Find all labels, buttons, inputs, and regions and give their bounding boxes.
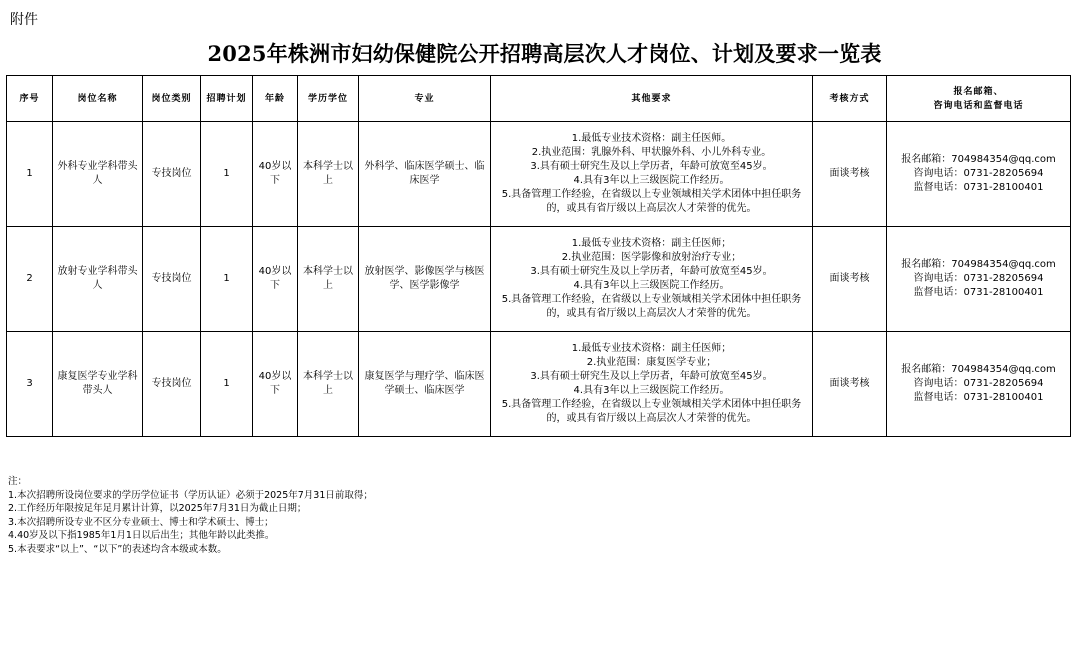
col-header-major: 专业 xyxy=(359,76,491,122)
cell-education: 本科学士以上 xyxy=(298,332,359,437)
cell-age: 40岁以下 xyxy=(253,227,298,332)
cell-requirements xyxy=(491,227,813,332)
note-item: 2.工作经历年限按足年足月累计计算，以2025年7月31日为截止日期； xyxy=(8,503,307,515)
cell-no: 1 xyxy=(7,122,53,227)
requirement-item: 5.具备管理工作经验，在省级以上专业领域相关学术团体中担任职务的，或具有省厅级以上高层次人才荣誉的优先。 xyxy=(501,189,802,214)
requirement-item: 1.最低专业技术资格：副主任医师； xyxy=(571,238,732,249)
cell-education: 本科学士以上 xyxy=(298,122,359,227)
requirement-item: 2.执业范围：乳腺外科、甲状腺外科、小儿外科专业。 xyxy=(531,147,772,158)
requirement-item: 2.执业范围：康复医学专业； xyxy=(586,357,717,368)
cell-category: 专技岗位 xyxy=(143,227,201,332)
cell-contact xyxy=(887,227,1071,332)
contact-email: 报名邮箱：704984354@qq.com xyxy=(901,154,1056,165)
cell-contact xyxy=(887,332,1071,437)
contact-phone: 咨询电话：0731-28205694 xyxy=(913,273,1044,284)
cell-plan: 1 xyxy=(201,227,253,332)
requirement-item: 4.具有3年以上三级医院工作经历。 xyxy=(573,385,730,396)
col-header-plan: 招聘计划 xyxy=(201,76,253,122)
notes-section xyxy=(8,475,373,557)
cell-contact xyxy=(887,122,1071,227)
note-item: 1.本次招聘所设岗位要求的学历学位证书（学历认证）必须于2025年7月31日前取得； xyxy=(8,489,373,501)
table-row xyxy=(7,227,1071,332)
cell-assessment: 面谈考核 xyxy=(813,122,887,227)
col-header-position: 岗位名称 xyxy=(53,76,143,122)
cell-position: 放射专业学科带头人 xyxy=(53,227,143,332)
note-item: 5.本表要求“以上”、“以下”的表述均含本级或本数。 xyxy=(8,543,227,555)
cell-plan: 1 xyxy=(201,332,253,437)
cell-major: 放射医学、影像医学与核医学、医学影像学 xyxy=(359,227,491,332)
requirement-item: 3.具有硕士研究生及以上学历者，年龄可放宽至45岁。 xyxy=(530,161,773,172)
requirement-item: 4.具有3年以上三级医院工作经历。 xyxy=(573,280,730,291)
cell-requirements xyxy=(491,122,813,227)
cell-education: 本科学士以上 xyxy=(298,227,359,332)
requirement-item: 1.最低专业技术资格：副主任医师； xyxy=(571,343,732,354)
cell-requirements xyxy=(491,332,813,437)
cell-assessment: 面谈考核 xyxy=(813,227,887,332)
requirement-item: 4.具有3年以上三级医院工作经历。 xyxy=(573,175,730,186)
supervision-phone: 监督电话：0731-28100401 xyxy=(913,287,1044,298)
table-row xyxy=(7,332,1071,437)
col-header-education: 学历学位 xyxy=(298,76,359,122)
cell-category: 专技岗位 xyxy=(143,122,201,227)
requirement-item: 1.最低专业技术资格：副主任医师。 xyxy=(571,133,732,144)
supervision-phone: 监督电话：0731-28100401 xyxy=(913,392,1044,403)
note-item: 3.本次招聘所设专业不区分专业硕士、博士和学术硕士、博士； xyxy=(8,516,274,528)
col-header-contact xyxy=(887,76,1071,122)
cell-no: 2 xyxy=(7,227,53,332)
contact-email: 报名邮箱：704984354@qq.com xyxy=(901,364,1056,375)
requirement-item: 5.具备管理工作经验，在省级以上专业领域相关学术团体中担任职务的，或具有省厅级以上高层次人才荣誉的优先。 xyxy=(501,294,802,319)
contact-phone: 咨询电话：0731-28205694 xyxy=(913,168,1044,179)
cell-plan: 1 xyxy=(201,122,253,227)
col-header-contact-line: 咨询电话和监督电话 xyxy=(933,100,1024,111)
cell-position: 康复医学专业学科带头人 xyxy=(53,332,143,437)
col-header-requirements: 其他要求 xyxy=(491,76,813,122)
table-row xyxy=(7,122,1071,227)
cell-age: 40岁以下 xyxy=(253,122,298,227)
requirement-item: 2.执业范围：医学影像和放射治疗专业； xyxy=(561,252,742,263)
col-header-contact-line: 报名邮箱、 xyxy=(953,86,1004,97)
cell-age: 40岁以下 xyxy=(253,332,298,437)
cell-assessment: 面谈考核 xyxy=(813,332,887,437)
contact-phone: 咨询电话：0731-28205694 xyxy=(913,378,1044,389)
col-header-category: 岗位类别 xyxy=(143,76,201,122)
col-header-no: 序号 xyxy=(7,76,53,122)
notes-heading: 注： xyxy=(8,476,28,487)
requirement-item: 5.具备管理工作经验，在省级以上专业领域相关学术团体中担任职务的，或具有省厅级以上高层次人才荣誉的优先。 xyxy=(501,399,802,424)
supervision-phone: 监督电话：0731-28100401 xyxy=(913,182,1044,193)
cell-category: 专技岗位 xyxy=(143,332,201,437)
cell-major: 康复医学与理疗学、临床医学硕士、临床医学 xyxy=(359,332,491,437)
requirement-item: 3.具有硕士研究生及以上学历者，年龄可放宽至45岁。 xyxy=(530,371,773,382)
note-item: 4.40岁及以下指1985年1月1日以后出生；其他年龄以此类推。 xyxy=(8,530,275,542)
attachment-label: 附件 xyxy=(10,12,38,28)
page-title: 2025年株洲市妇幼保健院公开招聘高层次人才岗位、计划及要求一览表 xyxy=(207,41,882,66)
table-header-row xyxy=(7,76,1071,122)
cell-no: 3 xyxy=(7,332,53,437)
contact-email: 报名邮箱：704984354@qq.com xyxy=(901,259,1056,270)
cell-major: 外科学、临床医学硕士、临床医学 xyxy=(359,122,491,227)
col-header-age: 年龄 xyxy=(253,76,298,122)
requirement-item: 3.具有硕士研究生及以上学历者，年龄可放宽至45岁。 xyxy=(530,266,773,277)
cell-position: 外科专业学科带头人 xyxy=(53,122,143,227)
col-header-assessment: 考核方式 xyxy=(813,76,887,122)
recruitment-table xyxy=(6,75,1071,437)
